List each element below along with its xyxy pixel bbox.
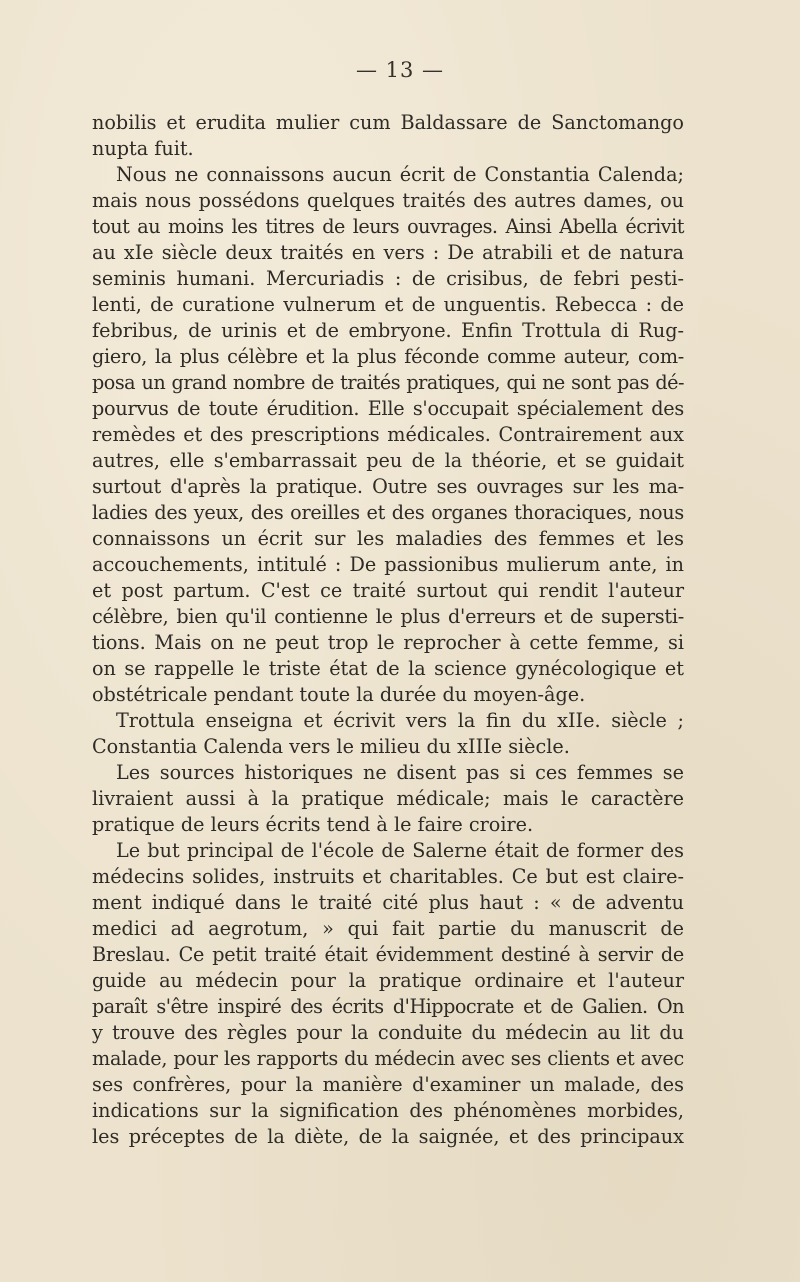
text-line: nupta fuit.	[92, 137, 194, 160]
text-line: surtout d'après la pratique. Outre ses ouvrages sur les ma-	[92, 475, 684, 498]
text-line: ment indiqué dans le traité cité plus haut : « de adventu	[92, 891, 684, 914]
text-line: ladies des yeux, des oreilles et des organes thoraciques, nous	[92, 501, 684, 524]
text-line: Breslau. Ce petit traité était évidemment destiné à servir de	[92, 943, 684, 966]
text-line: Constantia Calenda vers le milieu du xIIIe siècle.	[92, 735, 570, 758]
text-line: remèdes et des prescriptions médicales. Contrairement aux	[92, 423, 684, 446]
text-line: Le but principal de l'école de Salerne était de former des	[116, 839, 684, 862]
text-line: y trouve des règles pour la conduite du médecin au lit du	[92, 1021, 684, 1044]
text-line: au xIe siècle deux traités en vers : De atrabili et de natura	[92, 241, 684, 264]
text-line: pratique de leurs écrits tend à le faire croire.	[92, 813, 534, 836]
body-text	[92, 110, 684, 1150]
text-line: Trottula enseigna et écrivit vers la fin du xIIe. siècle ;	[116, 709, 684, 732]
text-line: médecins solides, instruits et charitables. Ce but est claire-	[92, 865, 684, 888]
text-line: medici ad aegrotum, » qui fait partie du manuscrit de	[92, 917, 684, 940]
text-line: connaissons un écrit sur les maladies des femmes et les	[92, 527, 684, 550]
text-line: livraient aussi à la pratique médicale; mais le caractère	[92, 787, 684, 810]
text-line: obstétricale pendant toute la durée du moyen-âge.	[92, 683, 586, 706]
text-line: accouchements, intitulé : De passionibus mulierum ante, in	[92, 553, 684, 576]
text-line: seminis humani. Mercuriadis : de crisibus, de febri pesti-	[92, 267, 684, 290]
text-line: malade, pour les rapports du médecin avec ses clients et avec	[92, 1047, 684, 1070]
text-line: guide au médecin pour la pratique ordinaire et l'auteur	[92, 969, 684, 992]
text-line: les préceptes de la diète, de la saignée, et des principaux	[92, 1125, 684, 1148]
page-number: — 13 —	[355, 58, 445, 82]
text-line: lenti, de curatione vulnerum et de unguentis. Rebecca : de	[92, 293, 684, 316]
text-line: autres, elle s'embarrassait peu de la théorie, et se guidait	[92, 449, 684, 472]
text-line: Les sources historiques ne disent pas si ces femmes se	[116, 761, 684, 784]
text-line: paraît s'être inspiré des écrits d'Hippocrate et de Galien. On	[92, 995, 684, 1018]
text-line: giero, la plus célèbre et la plus féconde comme auteur, com-	[92, 345, 684, 368]
text-line: Nous ne connaissons aucun écrit de Constantia Calenda;	[116, 163, 684, 186]
text-line: nobilis et erudita mulier cum Baldassare de Sanctomango	[92, 111, 684, 134]
text-line: indications sur la signification des phénomènes morbides,	[92, 1099, 684, 1122]
text-line: tions. Mais on ne peut trop le reprocher à cette femme, si	[92, 631, 684, 654]
text-line: on se rappelle le triste état de la science gynécologique et	[92, 657, 684, 680]
text-line: pourvus de toute érudition. Elle s'occupait spécialement des	[92, 397, 684, 420]
text-line: febribus, de urinis et de embryone. Enfin Trottula di Rug-	[92, 319, 684, 342]
text-line: ses confrères, pour la manière d'examiner un malade, des	[92, 1073, 684, 1096]
text-line: et post partum. C'est ce traité surtout qui rendit l'auteur	[92, 579, 684, 602]
text-line: célèbre, bien qu'il contienne le plus d'erreurs et de supersti-	[92, 605, 684, 628]
text-line: tout au moins les titres de leurs ouvrages. Ainsi Abella écrivit	[92, 215, 684, 238]
text-line: posa un grand nombre de traités pratiques, qui ne sont pas dé-	[92, 371, 684, 394]
text-line: mais nous possédons quelques traités des autres dames, ou	[92, 189, 684, 212]
